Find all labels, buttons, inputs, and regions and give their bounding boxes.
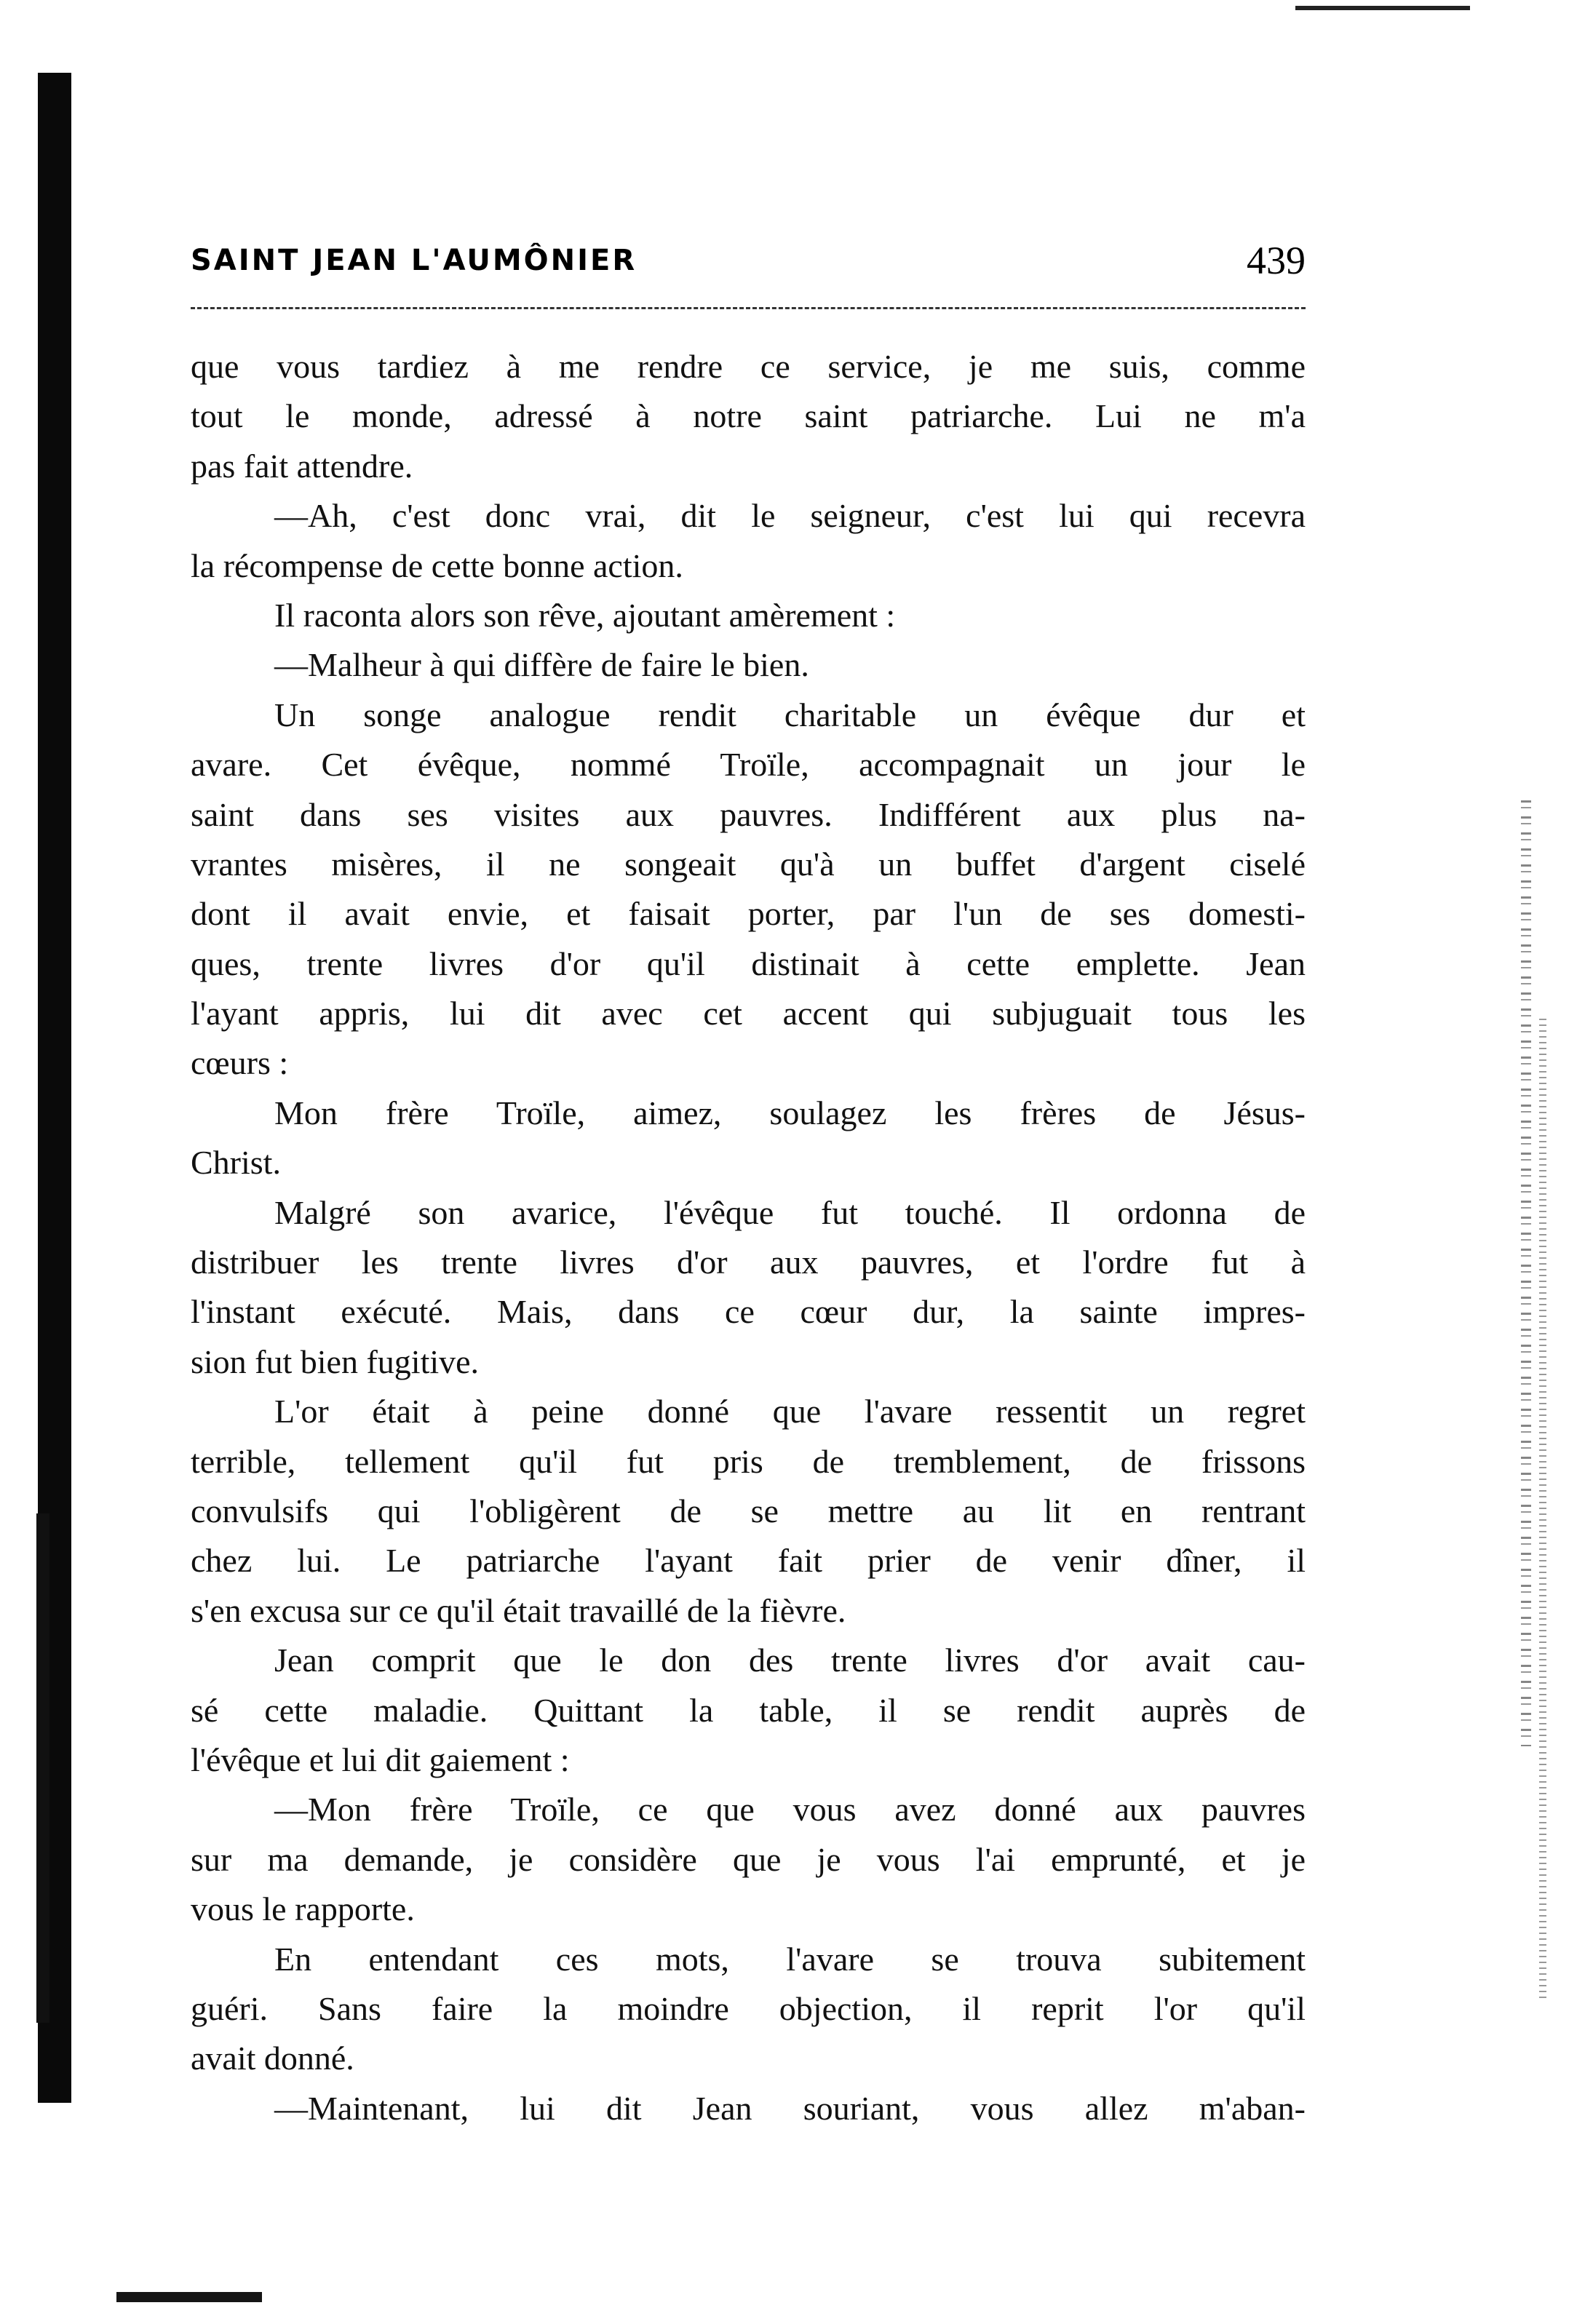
scan-noise-strip (1521, 800, 1531, 1746)
scan-noise-strip-2 (1539, 1019, 1546, 2001)
text-line: l'ayant appris, lui dit avec cet accent qui subjuguait tous les (191, 995, 1306, 1032)
text-line: —Malheur à qui diffère de faire le bien. (274, 646, 809, 684)
running-title: SAINT JEAN L'AUMÔNIER (191, 244, 637, 277)
text-line: cœurs : (191, 1044, 289, 1082)
text-line: Il raconta alors son rêve, ajoutant amèrement : (274, 596, 896, 634)
text-line: Jean comprit que le don des trente livres d'or avait cau- (274, 1641, 1306, 1679)
text-line: que vous tardiez à me rendre ce service, je me suis, comme (191, 348, 1306, 385)
text-line: saint dans ses visites aux pauvres. Indifférent aux plus na- (191, 795, 1306, 833)
text-line: convulsifs qui l'obligèrent de se mettre au lit en rentrant (191, 1492, 1306, 1529)
text-line: distribuer les trente livres d'or aux pauvres, et l'ordre fut à (191, 1243, 1306, 1281)
text-line: tout le monde, adressé à notre saint patriarche. Lui ne m'a (191, 397, 1306, 435)
text-line: vrantes misères, il ne songeait qu'à un buffet d'argent ciselé (191, 845, 1306, 883)
header-rule (191, 307, 1306, 309)
text-line: —Maintenant, lui dit Jean souriant, vous allez m'aban- (274, 2089, 1306, 2127)
page-binding-shadow-lower (36, 1513, 49, 2023)
text-line: —Mon frère Troïle, ce que vous avez donné aux pauvres (274, 1791, 1306, 1828)
text-line: Un songe analogue rendit charitable un évêque dur et (274, 696, 1306, 733)
text-line: s'en excusa sur ce qu'il était travaillé de la fièvre. (191, 1591, 846, 1629)
text-line: l'instant exécuté. Mais, dans ce cœur dur, la sainte impres- (191, 1293, 1306, 1331)
text-line: avare. Cet évêque, nommé Troïle, accompagnait un jour le (191, 746, 1306, 784)
scan-bottom-mark (116, 2292, 262, 2302)
text-line: sur ma demande, je considère que je vous l'ai emprunté, et je (191, 1840, 1306, 1878)
text-line: En entendant ces mots, l'avare se trouva subitement (274, 1940, 1306, 1978)
page-number: 439 (1247, 239, 1306, 282)
text-line: Christ. (191, 1144, 281, 1182)
body-text (191, 342, 1306, 2133)
text-line: vous le rapporte. (191, 1890, 415, 1928)
text-line: dont il avait envie, et faisait porter, par l'un de ses domesti- (191, 895, 1306, 933)
text-line: L'or était à peine donné que l'avare ressentit un regret (274, 1393, 1306, 1430)
scan-edge-mark (1295, 6, 1470, 10)
text-line: sion fut bien fugitive. (191, 1342, 480, 1380)
text-line: l'évêque et lui dit gaiement : (191, 1740, 570, 1778)
text-line: avait donné. (191, 2040, 354, 2077)
text-line: sé cette maladie. Quittant la table, il se rendit auprès de (191, 1691, 1306, 1729)
text-line: terrible, tellement qu'il fut pris de tremblement, de frissons (191, 1442, 1306, 1480)
text-line: Mon frère Troïle, aimez, soulagez les frères de Jésus- (274, 1094, 1306, 1131)
running-head (191, 239, 1306, 282)
text-line: Malgré son avarice, l'évêque fut touché. Il ordonna de (274, 1193, 1306, 1231)
text-line: la récompense de cette bonne action. (191, 546, 683, 584)
text-line: ques, trente livres d'or qu'il distinait à cette emplette. Jean (191, 944, 1306, 982)
text-line: chez lui. Le patriarche l'ayant fait prier de venir dîner, il (191, 1542, 1306, 1580)
text-line: pas fait attendre. (191, 447, 413, 485)
text-line: —Ah, c'est donc vrai, dit le seigneur, c'est lui qui recevra (274, 497, 1306, 535)
text-line: guéri. Sans faire la moindre objection, il reprit l'or qu'il (191, 1989, 1306, 2027)
